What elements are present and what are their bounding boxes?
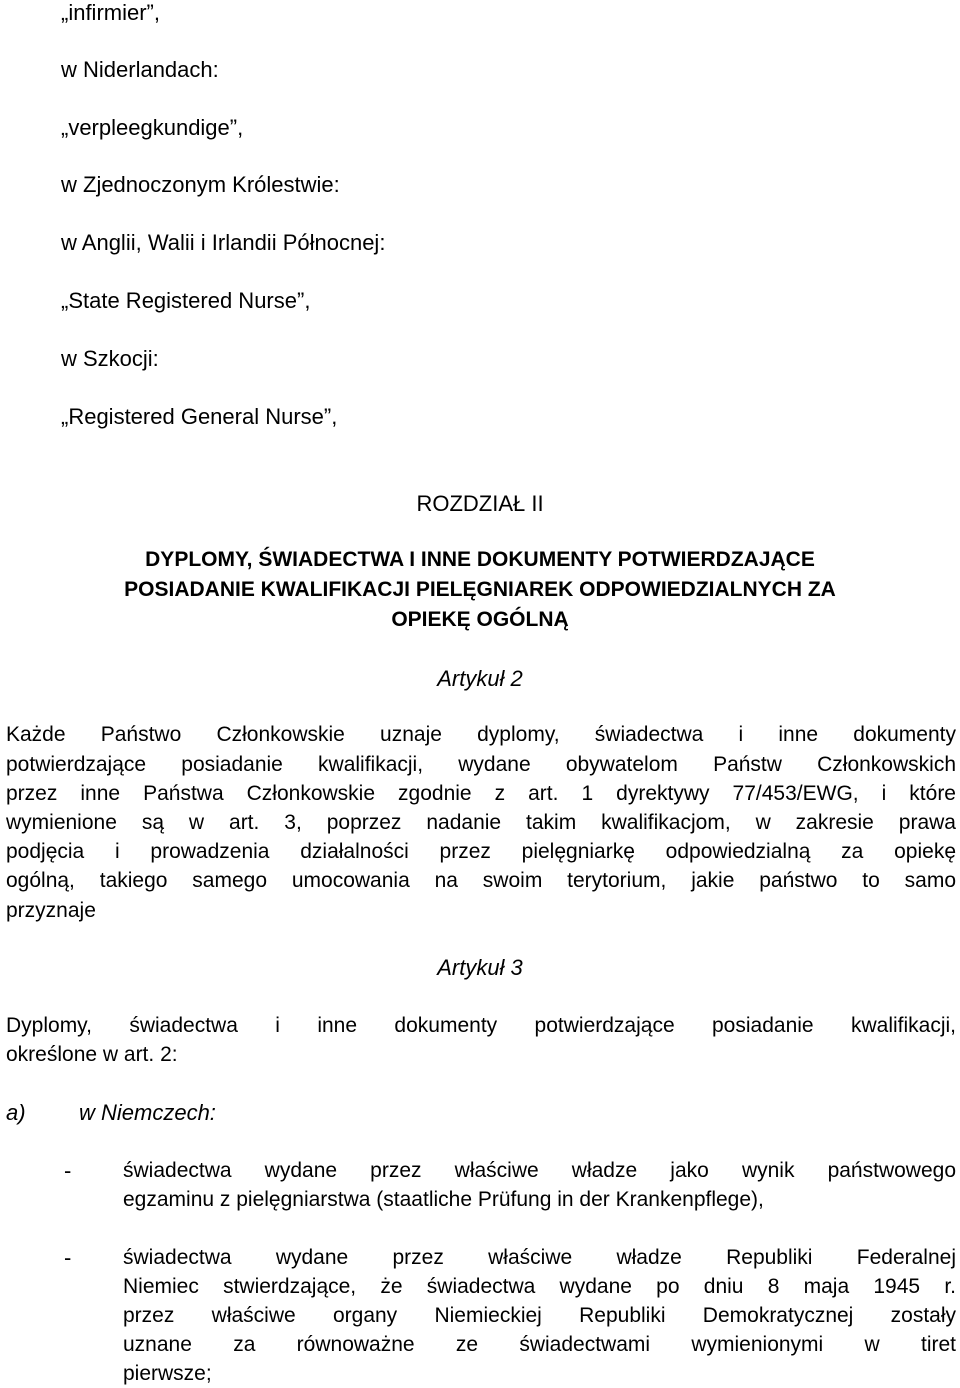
item-a-marker: a) <box>6 1100 26 1125</box>
article-2-heading: Artykuł 2 <box>437 666 523 691</box>
list-line-anglia: w Anglii, Walii i Irlandii Północnej: <box>61 230 386 255</box>
list-line-niderlandy: w Niderlandach: <box>61 57 219 82</box>
list-line-szkocja: w Szkocji: <box>61 346 159 371</box>
chapter-title-line-2: POSIADANIE KWALIFIKACJI PIELĘGNIAREK ODPOWIEDZIALNYCH ZA <box>124 578 836 601</box>
article-3-intro-line-2: określone w art. 2: <box>6 1043 178 1066</box>
bullet-1-line-2: egzaminu z pielęgniarstwa (staatliche Prüfung in der Krankenpflege), <box>123 1188 764 1211</box>
item-a-label: w Niemczech: <box>79 1100 216 1125</box>
list-line-infirmier: „infirmier”, <box>61 0 160 25</box>
bullet-1-line-1: świadectwa wydane przez właściwe władze jako wynik państwowego <box>123 1159 956 1182</box>
article-2-line-5: podjęcia i prowadzenia działalności przez pielęgniarkę odpowiedzialną za opiekę <box>6 840 956 863</box>
bullet-2-line-1: świadectwa wydane przez właściwe władze Republiki Federalnej <box>123 1246 956 1269</box>
article-2-line-7: przyznaje <box>6 899 96 922</box>
article-3-heading: Artykuł 3 <box>437 955 523 980</box>
chapter-number: ROZDZIAŁ II <box>416 491 544 516</box>
article-2-line-4: wymienione są w art. 3, poprzez nadanie takim kwalifikacjom, w zakresie prawa <box>6 811 956 834</box>
bullet-2-dash: - <box>64 1245 72 1270</box>
chapter-title-line-3: OPIEKĘ OGÓLNĄ <box>391 608 569 631</box>
bullet-2-line-2: Niemiec stwierdzające, że świadectwa wydane po dniu 8 maja 1945 r. <box>123 1275 956 1298</box>
list-line-state-registered-nurse: „State Registered Nurse”, <box>61 288 311 313</box>
bullet-2-line-3: przez właściwe organy Niemieckiej Republiki Demokratycznej zostały <box>123 1304 956 1327</box>
list-line-registered-general-nurse: „Registered General Nurse”, <box>61 404 338 429</box>
bullet-2-line-4: uznane za równoważne ze świadectwami wymienionymi w tiret <box>123 1333 956 1356</box>
list-line-zjednoczone-krolestwo: w Zjednoczonym Królestwie: <box>61 172 340 197</box>
article-2-line-3: przez inne Państwa Członkowskie zgodnie z art. 1 dyrektywy 77/453/EWG, i które <box>6 782 956 805</box>
article-2-line-1: Każde Państwo Członkowskie uznaje dyplomy, świadectwa i inne dokumenty <box>6 723 956 746</box>
article-2-line-2: potwierdzające posiadanie kwalifikacji, wydane obywatelom Państw Członkowskich <box>6 753 956 776</box>
bullet-2-line-5: pierwsze; <box>123 1362 212 1385</box>
list-line-verpleegkundige: „verpleegkundige”, <box>61 115 244 140</box>
bullet-1-dash: - <box>64 1158 72 1183</box>
chapter-title-line-1: DYPLOMY, ŚWIADECTWA I INNE DOKUMENTY POTWIERDZAJĄCE <box>145 548 815 571</box>
article-3-intro-line-1: Dyplomy, świadectwa i inne dokumenty potwierdzające posiadanie kwalifikacji, <box>6 1014 956 1037</box>
article-2-line-6: ogólną, takiego samego umocowania na swoim terytorium, jakie państwo to samo <box>6 869 956 892</box>
